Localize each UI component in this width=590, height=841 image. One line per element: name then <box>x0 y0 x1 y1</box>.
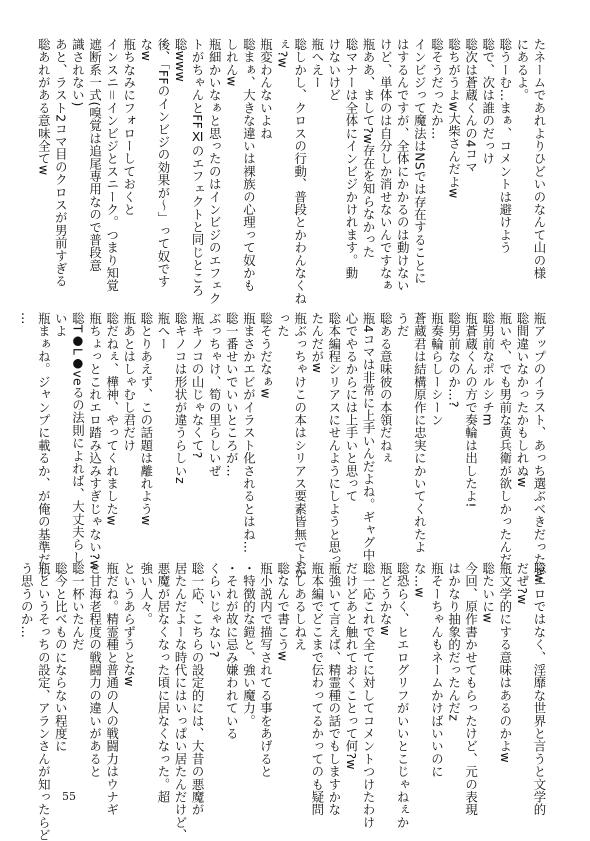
text-band-bottom <box>19 562 548 841</box>
text-column: 瓶本編でどこまで伝わってるかってのも疑問 <box>309 562 325 816</box>
text-column: 瓶奏輪らしーシーン <box>429 312 445 427</box>
text-column: 聡次は蒼蔵くんの4コマ <box>463 38 479 174</box>
text-band-top <box>36 38 548 305</box>
text-column: あと、ラスト2コマ目のクロスが男前すぎる <box>53 38 69 288</box>
text-column: 瓶ちょっとこれエロ踏み込みすぎじゃない?w <box>87 312 103 571</box>
text-column: だぜ?w <box>514 562 530 605</box>
text-column: 聡エロではなく、淫靡な世界と言うと文学的 <box>532 562 547 816</box>
text-column: 聡www <box>173 38 189 83</box>
text-column: 瓶まさかエビがイラスト化されるとはね… <box>241 312 257 554</box>
text-column: 聡そうだったか… <box>429 38 445 140</box>
text-column: ・それが故に忌み嫌われている <box>224 562 240 740</box>
text-column: 聡今と比べものにならない程度に <box>53 562 69 753</box>
text-column: 遮断系一式(嗅覚は追尾専用なので普段意 <box>87 38 103 272</box>
text-column: 聡ちがうよw大柴さんだよw <box>446 38 462 199</box>
text-column: 心でやるからには上手いと思って <box>343 312 359 503</box>
text-column: 瓶小説内で描写されてる事をあげると <box>258 562 274 778</box>
text-column: 瓶キノコの山じゃなくて? <box>190 312 206 459</box>
text-column: 瓶強いて言えば、精霊種の話でもしますかな <box>326 562 342 816</box>
text-column: … <box>19 312 35 325</box>
text-column: というあらずうとなw <box>121 562 137 687</box>
text-column: うだ <box>395 312 411 338</box>
text-column: しれんw <box>224 38 240 87</box>
text-column: 瓶あとはしゃむし君だけ <box>121 312 137 452</box>
text-column: 聡うーむ…まぁ、コメントは避けよう <box>497 38 513 254</box>
text-column: 瓶蒼蔵くんの方で奏輪は出したよ! <box>463 312 479 508</box>
text-column: 瓶4コマは非常に上手いんだよね。ギャグ中 <box>361 312 377 562</box>
text-column: 瓶ちなみにフォローしておくと <box>121 38 137 216</box>
text-column: いよ <box>53 312 69 338</box>
text-column: はかなり抽象的だったんだz <box>446 562 462 722</box>
text-column: 瓶文学的にする意味はあるのかよw <box>497 562 513 763</box>
text-column: 瓶細かいなぁと思ったのはインビジのエフェク <box>207 38 223 305</box>
text-column: くらいじゃない? <box>207 562 223 658</box>
text-column: けど、単体のは自分しか消せないんですなぁ <box>378 38 394 292</box>
text-column: 瓶変わんないよね <box>258 38 274 140</box>
text-column: 聡だねぇ、樺神、やってくれましたw <box>104 312 120 526</box>
text-column: ・特徴的な鎧と、強い魔力。 <box>241 562 257 728</box>
text-column: 聡男前なポルシチm <box>480 312 496 426</box>
text-column: な…w <box>412 562 428 598</box>
text-column: 聡男前なのか…? <box>446 312 462 408</box>
text-column: 聡一応、こちらの設定的には、大昔の悪魔が <box>190 562 206 816</box>
text-column: 強い人々。 <box>138 562 154 626</box>
text-column: 識されない) <box>70 38 86 107</box>
page-number: 55 <box>62 790 76 803</box>
text-column: 聡とりあえず、この話題は離れようw <box>138 312 154 526</box>
text-column: ぇ?w <box>275 38 291 69</box>
text-column: 瓶アップのイラスト、あっち選ぶべきだった?w <box>532 312 547 584</box>
text-column: たネームであれよりひどいのなんて山の様 <box>532 38 547 280</box>
text-column: 聡まぁ、大きな違いは裸族の心理って奴かも <box>241 38 257 292</box>
text-column: 瓶いや、でも男前な黄兵衛が欲しかったんだ <box>497 312 513 566</box>
text-column: 蒼蔵君は結構原作に忠実にかいてくれたよ <box>412 312 428 554</box>
text-column: 聡たいにw <box>480 562 496 624</box>
text-column: 聡T●L●veるの法則によれば、大丈夫らし <box>70 312 86 564</box>
text-column: 瓶ぶっちゃけこの本はシリアス要素皆無でよか <box>292 312 308 579</box>
text-column: 聡マナーは全体にインビジかけれます。動 <box>343 38 359 280</box>
text-column: 聡一応これで全てに対してコメントつけたわけ <box>361 562 377 829</box>
text-column: 瓶そーちゃんもネームかけばいいのに <box>429 562 445 778</box>
text-column: 聡ある意味彼の本領だねぇ <box>378 312 394 465</box>
text-column: 瓶というそっちの設定、アランさんが知ったらど <box>36 562 52 841</box>
text-column: だしあるしねえ <box>292 562 308 651</box>
text-column: だけどあと触れておくことって何?w <box>343 562 359 770</box>
text-column: インビジって魔法はNSでは存在することに <box>412 38 428 285</box>
text-column: 瓶まぁね。ジャンプに載るか、が俺の基準だし <box>36 312 52 579</box>
text-column: 聡恐らく、ヒエログリフがいいとこじゃねぇか <box>395 562 411 829</box>
text-column: 悪魔が居なくなった頃に居なくなった。超 <box>155 562 171 804</box>
text-column: 後、「FFのインビジの効果が～」って奴です <box>155 38 171 288</box>
text-column: った <box>275 312 291 338</box>
text-column: インスニ＝インビジとスニーク。つまり知覚 <box>104 38 120 292</box>
text-column: 居たんだよーな時代にはいっぱい居たんだけど、 <box>173 562 189 841</box>
text-column: 瓶へえー <box>309 38 325 89</box>
text-column: 聡一杯いたんだ <box>70 562 86 651</box>
text-column: はするんですが、全体にかかるのは動けない <box>395 38 411 292</box>
text-column: 聡本編程シリアスにせんようにしようと思っ <box>326 312 342 566</box>
text-column: 瓶どうかなw <box>378 562 394 636</box>
text-column: 瓶だね。精霊種と普通の人の戦闘力はウナギ <box>104 562 120 816</box>
text-column: けないけど <box>326 38 342 102</box>
text-column: トがちゃんとFFⅪのエフェクトと同じところ <box>190 38 206 297</box>
text-column: 瓶ああ、まして?w存在を知らなかった <box>361 38 377 259</box>
text-column: 聡しかし、クロスの行動、普段とかわんなくね <box>292 38 308 305</box>
text-column: 今回、原作書かせてもらったけど、元の表現 <box>463 562 479 816</box>
text-column: 聡キノコは形状が違うらしいz <box>173 312 189 484</box>
text-column: と甘海老程度の戦闘力の違いがあると <box>87 562 103 778</box>
text-column: 聡あれがある意味全てw <box>36 38 52 176</box>
text-column: なw <box>138 38 154 62</box>
text-column: 聡なんで書こうw <box>275 562 291 662</box>
text-column: う思うのか… <box>19 562 35 639</box>
text-column: 聡で、次は誰のだっけ <box>480 38 496 165</box>
text-column: 聡一番せいでいいところが… <box>224 312 240 478</box>
text-column: たんだがw <box>309 312 325 374</box>
text-column: ぶっちゃけ、筍の里らしいぜ <box>207 312 223 478</box>
text-column: にあるよ。 <box>514 38 530 102</box>
text-column: 瓶へー <box>155 312 171 351</box>
text-column: 聡間違いなかったかもしれぬw <box>514 312 530 488</box>
text-column: 聡そうだなぁw <box>258 312 274 399</box>
